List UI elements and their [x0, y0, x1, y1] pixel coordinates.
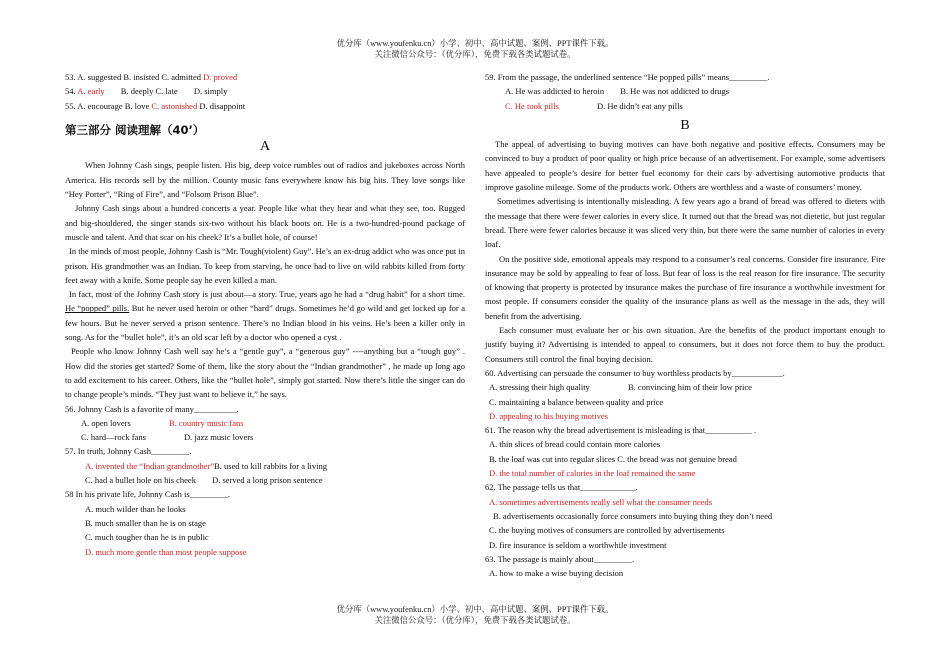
answer-58: D. much more gentle than most people suppose — [85, 546, 247, 557]
part-three-title: 第三部分 阅读理解（40’） — [65, 122, 205, 137]
section-a-title: A — [259, 139, 271, 155]
left-column — [65, 70, 465, 559]
footer-line-1: 优分库（www.youfenku.cn）小学、初中、高中试题、案例、PPT课件下载。 — [336, 605, 614, 614]
passage-a-paragraph-2: Johnny Cash sings about a hundred concerts a year. People like what they hear and what they see, too. Rugged and big-shouldered, the singer stands six-two without his black boots on. He is a two-hundred-pound package of muscle and talent. And that scar on his cheek? It’s a bullet hole, of course! — [65, 203, 465, 242]
answer-62: A. sometimes advertisements really sell what the consumer needs — [489, 496, 713, 507]
passage-a-paragraph-3: In the minds of most people, Johnny Cash is “Mr. Tough(violent) Guy”. He’s an ex-drug addict who was once put in prison. His grandmother was an Indian. To keep from starving, he once had to live on wild rabbits killed from forty feet away with a knife. Some people say he even killed a man. — [65, 246, 465, 285]
question-59-options-ab: A. He was addicted to heroin B. He was not addicted to drugs — [505, 86, 730, 97]
passage-b-paragraph-1: The appeal of advertising to buying motives can have both negative and positive effects. Consumers may be convinced to buy a product of poor quality or high price because of an advertisement. For example, some advertisers have appealed to people’s desire for better fuel economy for their cars by advertising automotive products that improve gasoline mileage. Some of the products work. Others are worthless and a waste of consumers’ money. — [485, 139, 885, 193]
question-56-stem: 56. Johnny Cash is a favorite of many__________. — [65, 403, 239, 414]
question-63-option-a: A. how to make a wise buying decision — [489, 568, 624, 579]
question-57-options-cd: C. had a bullet hole on his cheek D. served a long prison sentence — [85, 475, 323, 486]
passage-b-paragraph-2: Sometimes advertising is intentionally misleading. A few years ago a brand of bread was offered to dieters with the message that there were fewer calories in every slice. It turned out that the bread was not dietetic, but just regular bread. There were fewer calories because it was sliced very thin, but there were the same number of calories in every loaf. — [485, 196, 885, 250]
answer-59: C. He took pills — [505, 100, 559, 111]
question-62-stem: 62. The passage tells us that_____________. — [485, 482, 638, 493]
section-b-title: B — [680, 117, 690, 133]
question-58-option-a: A. much wilder than he looks — [85, 503, 186, 514]
answer-54: A. early — [77, 86, 105, 97]
header-line-1: 优分库（www.youfenku.cn）小学、初中、高中试题、案例、PPT课件下载。 — [336, 39, 614, 48]
answer-60: D. appealing to his buying motives — [489, 410, 608, 421]
question-61-options-bc: B. the loaf was cut into regular slices C. the bread was not genuine bread — [489, 453, 737, 464]
passage-b-paragraph-4: Each consumer must evaluate her or his own situation. Are the benefits of the product important enough to justify buying it? Advertising is intended to appeal to consumers, but it does not force them to buy the product. Consumers still control the final buying decision. — [485, 325, 885, 364]
footer-line-2: 关注微信公众号：（优分库），免费下载各类试题试卷。 — [374, 616, 576, 625]
question-56-options-cd: C. hard—rock fans D. jazz music lovers — [81, 432, 254, 443]
question-60-options-ab: A. stressing their high quality B. convincing him of their low price — [489, 382, 752, 393]
page-header — [0, 38, 950, 60]
underlined-sentence: He “popped” pills. — [65, 303, 130, 314]
question-55: 55. A. encourage B. love C. astonished D. disappoint — [65, 100, 246, 111]
question-56-options-ab: A. open lovers B. country music fans — [81, 417, 244, 428]
question-62-option-c: C. the buying motives of consumers are controlled by advertisements — [489, 525, 725, 536]
question-57-stem: 57. In truth, Johnny Cash_________. — [65, 446, 192, 457]
question-61-stem: 61. The reason why the bread advertisement is misleading is that___________ . — [485, 425, 757, 436]
passage-a-paragraph-1: When Johnny Cash sings, people listen. His big, deep voice rumbles out of radios and jukeboxes across North America. His records sell by the million. County music fans everywhere know his big hits. They love songs like “Hey Porter”, “Ring of Fire”, and “Folsom Prison Blue”. — [65, 160, 465, 200]
question-58-stem: 58 In his private life, Johnny Cash is_________. — [65, 489, 231, 500]
passage-a-paragraph-4: In fact, most of the Johnny Cash story is just about—a story. True, years ago he had a “drug habit” for a short time. He “popped” pills. But he never used heroin or other “hard” drugs. Sometimes he’d go wild and get locked up for a few hours. But he never served a prison sentence. There’s no Indian blood in his veins. He’s been a killer only in song. As for the “bullet hole”, it’s an old scar left by a doctor who opened a cyst . — [65, 289, 466, 343]
answer-55: C. astonished — [151, 100, 198, 111]
answer-53: D. proved — [203, 72, 238, 82]
question-59-stem: 59. From the passage, the underlined sentence “He popped pills” means_________. — [485, 72, 770, 82]
question-58-option-c: C. much tougher than he is in public — [85, 532, 209, 543]
right-column — [485, 70, 885, 580]
question-61-option-a: A. thin slices of bread could contain more calories — [489, 439, 661, 450]
question-60-stem: 60. Advertising can persuade the consumer to buy worthless products by____________. — [485, 367, 785, 378]
passage-a-paragraph-5: People who know Johnny Cash well say he’s a “gentle guy”, a “generous guy” ----anything but a “tough guy” . How did the stories get started? Some of them, like the story about the “Indian grandmother” , he made up long ago to add excitement to his career. Others, like the “bullet hole”, simply got started. Now there’s little the singer can do to change people’s minds. “They just want to believe it,” he says. — [65, 346, 465, 400]
question-63-stem: 63. The passage is mainly about_________. — [485, 553, 635, 564]
passage-b-paragraph-3: On the positive side, emotional appeals may respond to a consumer’s real concerns. Consider fire insurance. Fire insurance may be sold by appealing to fear of loss. But fear of loss is the real reason for fire insurance. The security of knowing that property is protected by insurance makes the purchase of fire insurance a worthwhile investment for most people. If consumers consider the quality of the insurance plans as well as the message in the ads, they will benefit from the advertising. — [485, 253, 885, 321]
question-54: 54. A. early B. deeply C. late D. simply — [65, 86, 228, 97]
question-62-option-d: D. fire insurance is seldom a worthwhile investment — [489, 539, 667, 550]
answer-57: A. invented the “Indian grandmother” — [85, 460, 215, 471]
question-60-option-c: C. maintaining a balance between quality and price — [489, 396, 664, 407]
page-footer — [0, 604, 950, 626]
question-59-options-cd: C. He took pills D. He didn’t eat any pills — [505, 100, 683, 111]
answer-56: B. country music fans — [168, 417, 244, 428]
question-58-option-b: B. much smaller than he is on stage — [85, 517, 206, 528]
header-line-2: 关注微信公众号：（优分库），免费下载各类试题试卷。 — [374, 50, 576, 59]
question-57-options-ab: A. invented the “Indian grandmother”B. used to kill rabbits for a living — [85, 460, 327, 471]
answer-61: D. the total number of calories in the loaf remained the same — [489, 468, 696, 479]
question-62-option-b: B. advertisements occasionally force consumers into buying thing they don’t need — [493, 510, 773, 521]
question-53: 53. A. suggested B. insisted C. admitted D. proved — [65, 72, 238, 82]
